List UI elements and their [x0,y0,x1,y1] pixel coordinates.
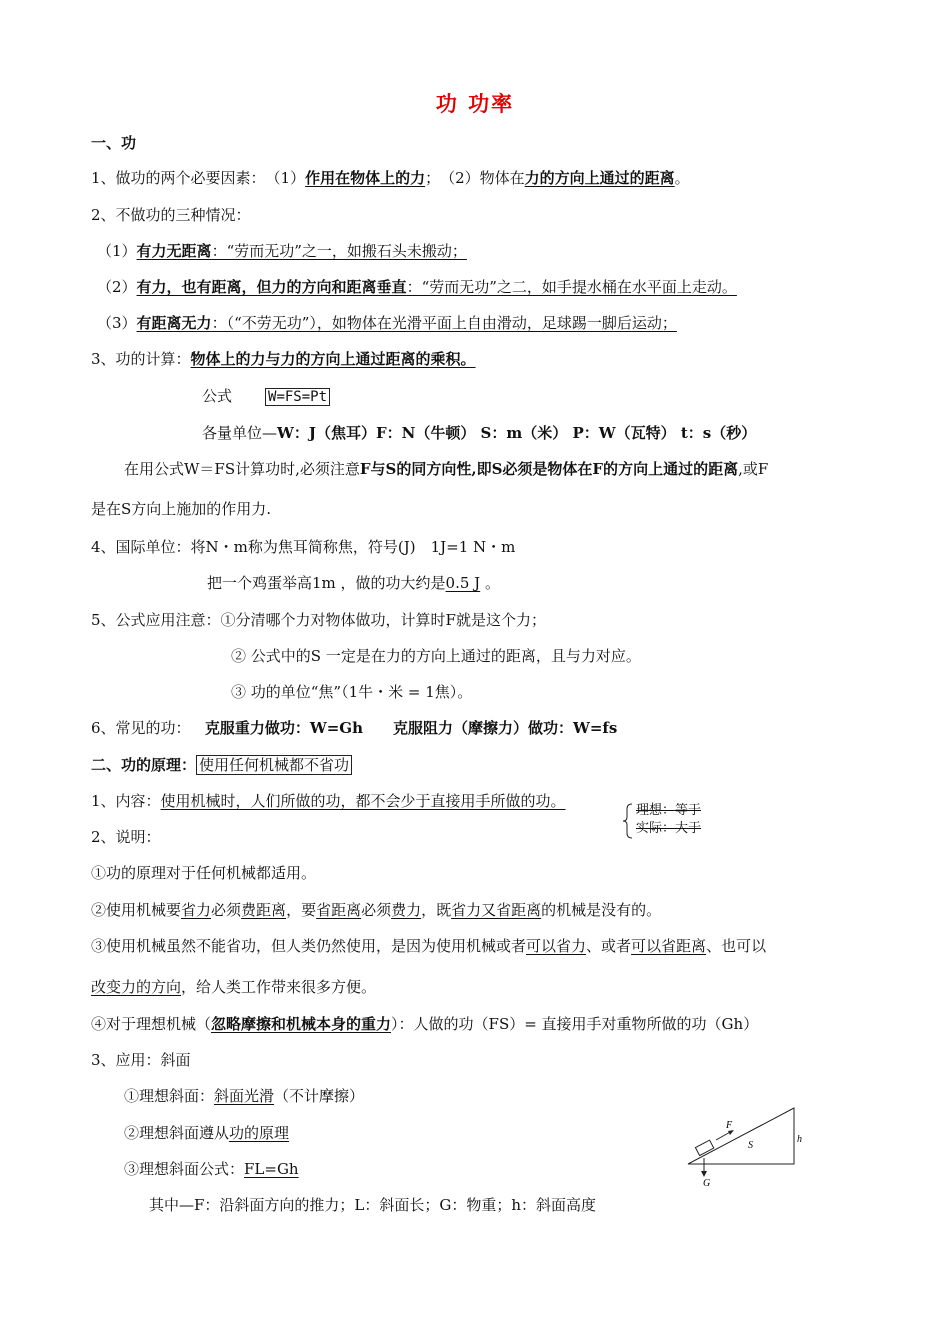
case-2: （2）有力，也有距离，但力的方向和距离垂直：“劳而无功”之二，如手提水桶在水平面上走动。 [97,278,737,296]
para-5-c: ③ 功的单位“焦”（1牛・米 = 1焦）。 [231,683,473,701]
sec2-para-3: 3、应用：斜面 [91,1051,191,1069]
formula-line: 公式 W=FS=Pt [202,386,330,407]
slope-2: ②理想斜面遵从功的原理 [124,1124,290,1142]
para-5: 5、公式应用注意：①分清哪个力对物体做功，计算时F就是这个力； [91,611,546,629]
formula-box: W=FS=Pt [265,388,330,406]
incline-diagram [684,1102,804,1188]
page-title: 功 功率 [435,91,515,116]
brace-icon [622,803,634,839]
label-S: S [748,1140,753,1151]
case-3: （3）有距离无力：（“不劳无功”），如物体在光滑平面上自由滑动，足球踢一脚后运动； [97,314,677,332]
section-2-heading: 二、功的原理： 使用任何机械都不省功 [91,755,352,775]
para-6: 6、常见的功： 克服重力做功：W=Gh 克服阻力（摩擦力）做功：W=fs [91,719,618,737]
brace-top-text: 理想：等于 [636,803,702,818]
item-3: ③使用机械虽然不能省功，但人类仍然使用，是因为使用机械或者可以省力、或者可以省距离、也可以 [91,937,767,955]
item-4: ④对于理想机械（忽略摩擦和机械本身的重力）：人做的功（FS）= 直接用手对重物所做的功（Gh） [91,1015,759,1033]
para-5-b: ② 公式中的S 一定是在力的方向上通过的距离，且与力对应。 [231,647,641,665]
label-h: h [797,1134,802,1145]
label-G: G [703,1178,711,1188]
case-1: （1）有力无距离：“劳而无功”之一，如搬石头未搬动； [97,242,467,260]
brace-annotation [622,803,732,839]
sec2-para-1: 1、内容：使用机械时，人们所做的功，都不会少于直接用手所做的功。 [91,792,566,810]
egg-example: 把一个鸡蛋举高1m ，做的功大约是0.5 J 。 [207,574,500,592]
item-2: ②使用机械要省力必须费距离，要省距离必须费力，既省力又省距离的机械是没有的。 [91,901,662,919]
brace-bottom-text: 实际：大于 [636,821,702,836]
slope-4: 其中—F：沿斜面方向的推力；L：斜面长；G：物重；h：斜面高度 [149,1196,597,1214]
item-3-cont: 改变力的方向，给人类工作带来很多方便。 [91,978,377,996]
label-F: F [726,1120,733,1131]
para-2: 2、不做功的三种情况： [91,206,251,224]
note-line-1: 在用公式W＝FS计算功时,必须注意F与S的同方向性,即S必须是物体在F的方向上通过的距离,或F [124,460,769,478]
note-line-2: 是在S方向上施加的作用力. [91,500,272,518]
para-4: 4、国际单位：将N・m称为焦耳简称焦，符号(J) 1J=1 N・m [91,538,516,556]
principle-box: 使用任何机械都不省功 [196,755,352,775]
slope-3: ③理想斜面公式：FL=Gh [124,1160,299,1178]
section-1-heading: 一、功 [91,134,137,152]
para-3: 3、功的计算：物体上的力与力的方向上通过距离的乘积。 [91,350,476,368]
incline-triangle [688,1108,794,1164]
units-line: 各量单位—W：J（焦耳）F：N（牛顿） S：m（米） P：W（瓦特） t：s（秒） [202,424,757,442]
item-1: ①功的原理对于任何机械都适用。 [91,864,317,882]
slope-1: ①理想斜面：斜面光滑（不计摩擦） [124,1087,365,1105]
sec2-para-2: 2、说明： [91,828,161,846]
block [695,1140,713,1155]
para-1: 1、做功的两个必要因素： （1）作用在物体上的力； （2）物体在力的方向上通过的距离。 [91,169,690,187]
